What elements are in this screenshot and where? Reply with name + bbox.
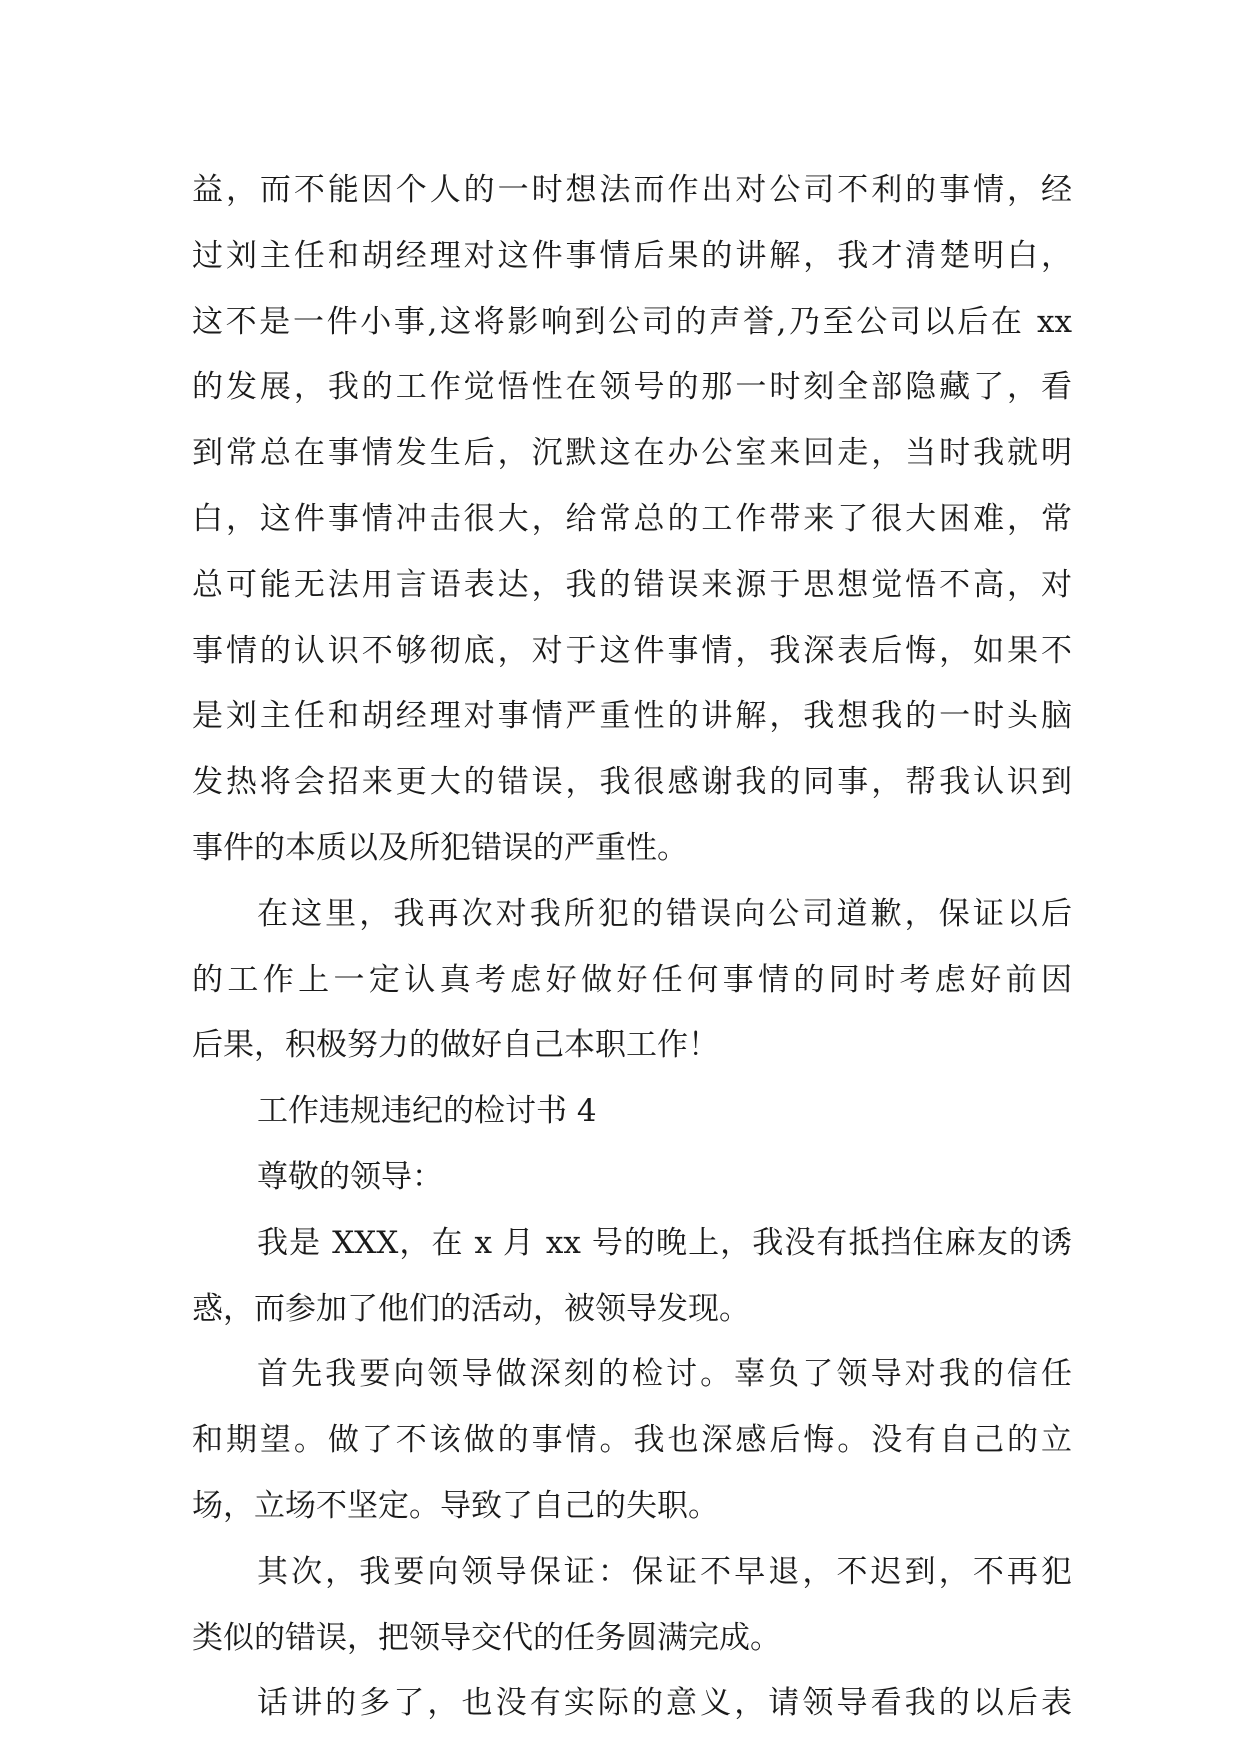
- text-line: 的发展，我的工作觉悟性在领号的那一时刻全部隐藏了，看: [192, 369, 1072, 406]
- text-line: 和期望。做了不该做的事情。我也深感后悔。没有自己的立: [192, 1422, 1072, 1459]
- text-line: 益，而不能因个人的一时想法而作出对公司不利的事情，经: [192, 172, 1072, 208]
- text-line: 到常总在事情发生后，沉默这在办公室来回走，当时我就明: [192, 435, 1072, 472]
- text-line: 白，这件事情冲击很大，给常总的工作带来了很大困难，常: [192, 500, 1072, 537]
- text-line: 类似的错误，把领导交代的任务圆满完成。: [192, 1619, 781, 1656]
- text-line: 的工作上一定认真考虑好做好任何事情的同时考虑好前因: [192, 961, 1072, 998]
- text-line: 发热将会招来更大的错误，我很感谢我的同事，帮我认识到: [192, 764, 1072, 801]
- text-line: 后果，积极努力的做好自己本职工作！: [192, 1027, 719, 1064]
- text-line: 总可能无法用言语表达，我的错误来源于思想觉悟不高，对: [192, 566, 1072, 603]
- text-line: 过刘主任和胡经理对这件事情后果的讲解，我才清楚明白，: [192, 237, 1072, 274]
- document-body: [192, 158, 1072, 1737]
- text-line: 惑，而参加了他们的活动，被领导发现。: [192, 1290, 750, 1327]
- text-line: 场，立场不坚定。导致了自己的失职。: [192, 1487, 719, 1524]
- text-line: 事情的认识不够彻底，对于这件事情，我深表后悔，如果不: [192, 632, 1072, 669]
- text-line: 在这里，我再次对我所犯的错误向公司道歉，保证以后: [257, 895, 1072, 932]
- text-line: 其次，我要向领导保证：保证不早退，不迟到，不再犯: [257, 1553, 1072, 1590]
- text-line: 尊敬的领导：: [257, 1158, 443, 1195]
- text-line: 是刘主任和胡经理对事情严重性的讲解，我想我的一时头脑: [192, 698, 1072, 735]
- text-line: 首先我要向领导做深刻的检讨。辜负了领导对我的信任: [257, 1356, 1072, 1393]
- text-line: 我是 XXX，在 x 月 xx 号的晚上，我没有抵挡住麻友的诱: [257, 1224, 1072, 1261]
- text-line: 话讲的多了，也没有实际的意义，请领导看我的以后表: [257, 1685, 1072, 1722]
- text-line: 工作违规违纪的检讨书 4: [257, 1093, 597, 1130]
- text-line: 这不是一件小事,这将影响到公司的声誉,乃至公司以后在 xx: [192, 303, 1072, 340]
- text-line: 事件的本质以及所犯错误的严重性。: [192, 829, 688, 866]
